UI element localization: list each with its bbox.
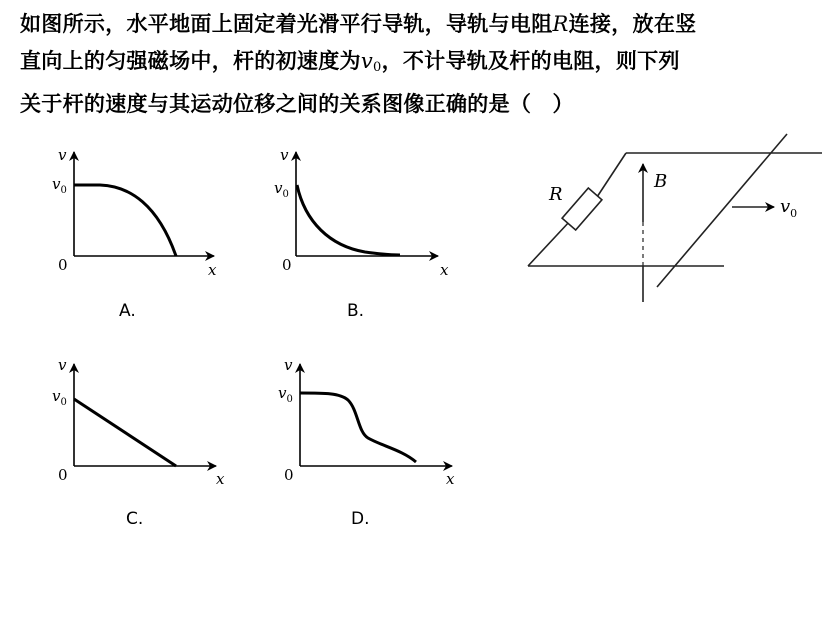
- graph-d-curve: [300, 393, 416, 462]
- resistor-label: R: [549, 184, 563, 205]
- resistor: [562, 188, 602, 230]
- var-r: R: [552, 12, 569, 36]
- graph-a-curve: [74, 185, 176, 256]
- option-b-label: B.: [347, 301, 365, 321]
- graph-c: [52, 356, 225, 488]
- graph-a-x-label: x: [208, 261, 217, 279]
- rail-diagram: [528, 134, 822, 302]
- graph-b-v-label: v: [280, 146, 289, 164]
- option-a-label: A.: [119, 301, 136, 321]
- velocity-label: $v_0$: [780, 196, 798, 220]
- graph-b-v0-label: $v_0$: [274, 179, 289, 200]
- question-line-1: 如图所示，水平地面上固定着光滑平行导轨，导轨与电阻R连接，放在竖: [20, 12, 697, 36]
- graph-c-v0-label: $v_0$: [52, 387, 67, 408]
- graph-d-origin: 0: [284, 466, 294, 484]
- graph-b-x-label: x: [440, 261, 449, 279]
- graph-a-v0-label: $v_0$: [52, 175, 67, 196]
- field-label: B: [654, 171, 668, 192]
- graph-c-line: [74, 399, 176, 466]
- graph-d-x-label: x: [446, 470, 455, 488]
- graph-a: [52, 146, 217, 279]
- resistor-wire-top: [597, 153, 626, 197]
- question-line-3: 关于杆的速度与其运动位移之间的关系图像正确的是（ ）: [20, 92, 574, 116]
- graph-a-origin: 0: [58, 256, 68, 274]
- graph-d-v-label: v: [284, 356, 293, 374]
- graph-d-v0-label: $v_0$: [278, 384, 293, 405]
- graph-b-origin: 0: [282, 256, 292, 274]
- var-v0: $v_0$: [360, 49, 382, 75]
- graph-a-v-label: v: [58, 146, 67, 164]
- option-d-label: D.: [351, 509, 370, 529]
- graph-b-curve: [297, 185, 400, 255]
- graph-b: [274, 146, 449, 279]
- graph-c-x-label: x: [216, 470, 225, 488]
- question-line-2: 直向上的匀强磁场中，杆的初速度为$v_0$，不计导轨及杆的电阻，则下列: [20, 49, 680, 75]
- graph-c-v-label: v: [58, 356, 67, 374]
- graph-c-origin: 0: [58, 466, 68, 484]
- graph-d: [278, 356, 455, 488]
- option-c-label: C.: [126, 509, 144, 529]
- conducting-rod: [657, 134, 787, 287]
- resistor-wire-bottom: [528, 221, 570, 266]
